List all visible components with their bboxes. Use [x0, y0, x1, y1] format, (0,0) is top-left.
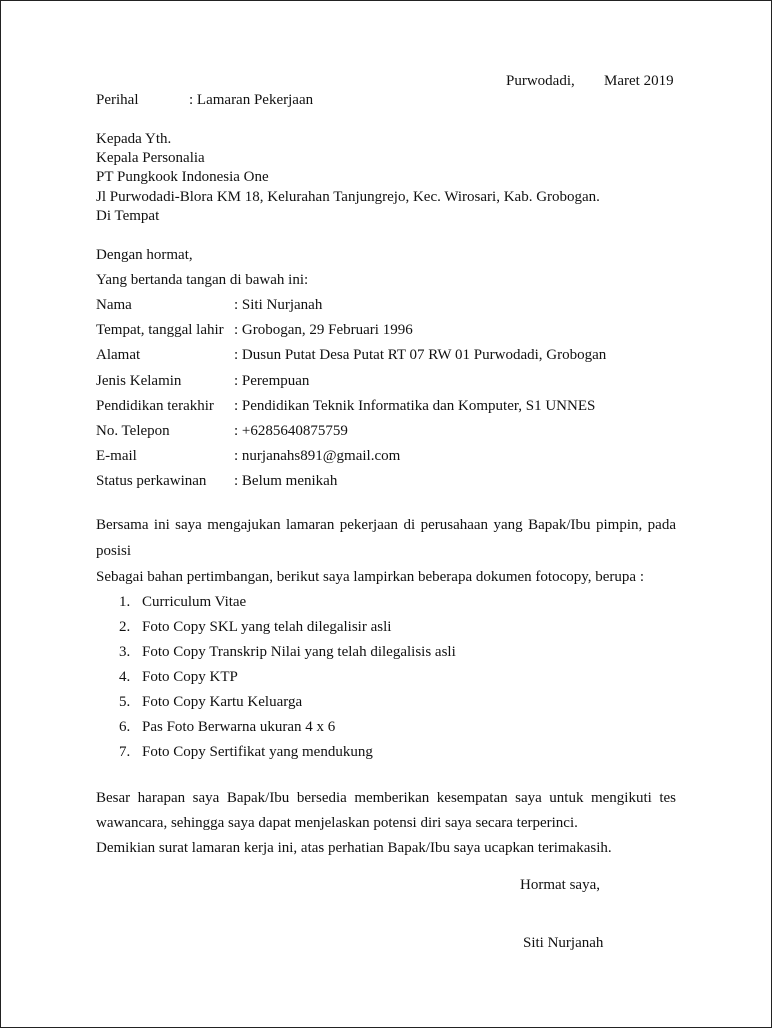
list-item: Foto Copy Transkrip Nilai yang telah dilegalisis asli: [142, 644, 456, 660]
list-item: Foto Copy KTP: [142, 669, 238, 685]
list-item-number: 4.: [119, 669, 131, 685]
field-value: : Grobogan, 29 Februari 1996: [234, 322, 413, 338]
letter-place: Purwodadi,: [506, 73, 575, 89]
recipient-line: Kepala Personalia: [96, 150, 205, 166]
closing-paragraph-line: wawancara, sehingga saya dapat menjelaskan potensi diri saya secara terperinci.: [96, 815, 578, 831]
field-value: : Perempuan: [234, 373, 310, 389]
list-item: Pas Foto Berwarna ukuran 4 x 6: [142, 719, 336, 735]
body-paragraph-line: Sebagai bahan pertimbangan, berikut saya lampirkan beberapa dokumen fotocopy, berupa :: [96, 569, 644, 585]
field-label: Status perkawinan: [96, 473, 207, 489]
closing-paragraph-line: Demikian surat lamaran kerja ini, atas perhatian Bapak/Ibu saya ucapkan terimakasih.: [96, 840, 612, 856]
list-item: Curriculum Vitae: [142, 594, 247, 610]
list-item: Foto Copy Sertifikat yang mendukung: [142, 744, 373, 760]
list-item-number: 1.: [119, 594, 131, 610]
greeting: Dengan hormat,: [96, 247, 193, 263]
list-item-number: 3.: [119, 644, 131, 660]
closing-paragraph-line: Besar harapan saya Bapak/Ibu bersedia memberikan kesempatan saya untuk mengikuti tes: [96, 790, 676, 806]
recipient-line: Kepada Yth.: [96, 131, 172, 147]
signature-name: Siti Nurjanah: [523, 935, 604, 951]
list-item: Foto Copy SKL yang telah dilegalisir asli: [142, 619, 392, 635]
body-paragraph-line: Bersama ini saya mengajukan lamaran pekerjaan di perusahaan yang Bapak/Ibu pimpin, pada: [96, 517, 676, 533]
subject-label: Perihal: [96, 92, 139, 108]
list-item-number: 7.: [119, 744, 131, 760]
field-label: Tempat, tanggal lahir: [96, 322, 224, 338]
recipient-line: Di Tempat: [96, 208, 160, 224]
recipient-line: PT Pungkook Indonesia One: [96, 169, 269, 185]
recipient-line: Jl Purwodadi-Blora KM 18, Kelurahan Tanjungrejo, Kec. Wirosari, Kab. Grobogan.: [96, 189, 600, 205]
field-label: Nama: [96, 297, 132, 313]
list-item-number: 5.: [119, 694, 131, 710]
subject-value: : Lamaran Pekerjaan: [189, 92, 314, 108]
list-item-number: 2.: [119, 619, 131, 635]
field-label: Pendidikan terakhir: [96, 398, 214, 414]
letter-date: Maret 2019: [604, 73, 674, 89]
field-label: Jenis Kelamin: [96, 373, 182, 389]
field-label: No. Telepon: [96, 423, 170, 439]
intro-text: Yang bertanda tangan di bawah ini:: [96, 272, 309, 288]
field-value: : Belum menikah: [234, 473, 338, 489]
list-item-number: 6.: [119, 719, 131, 735]
field-value: : Dusun Putat Desa Putat RT 07 RW 01 Purwodadi, Grobogan: [234, 347, 607, 363]
field-value: : nurjanahs891@gmail.com: [234, 448, 401, 464]
field-label: Alamat: [96, 347, 141, 363]
field-value: : Siti Nurjanah: [234, 297, 323, 313]
field-label: E-mail: [96, 448, 137, 464]
field-value: : Pendidikan Teknik Informatika dan Komputer, S1 UNNES: [234, 398, 596, 414]
field-value: : +6285640875759: [234, 423, 348, 439]
list-item: Foto Copy Kartu Keluarga: [142, 694, 303, 710]
signoff: Hormat saya,: [520, 877, 600, 893]
body-paragraph-line: posisi: [96, 543, 132, 559]
